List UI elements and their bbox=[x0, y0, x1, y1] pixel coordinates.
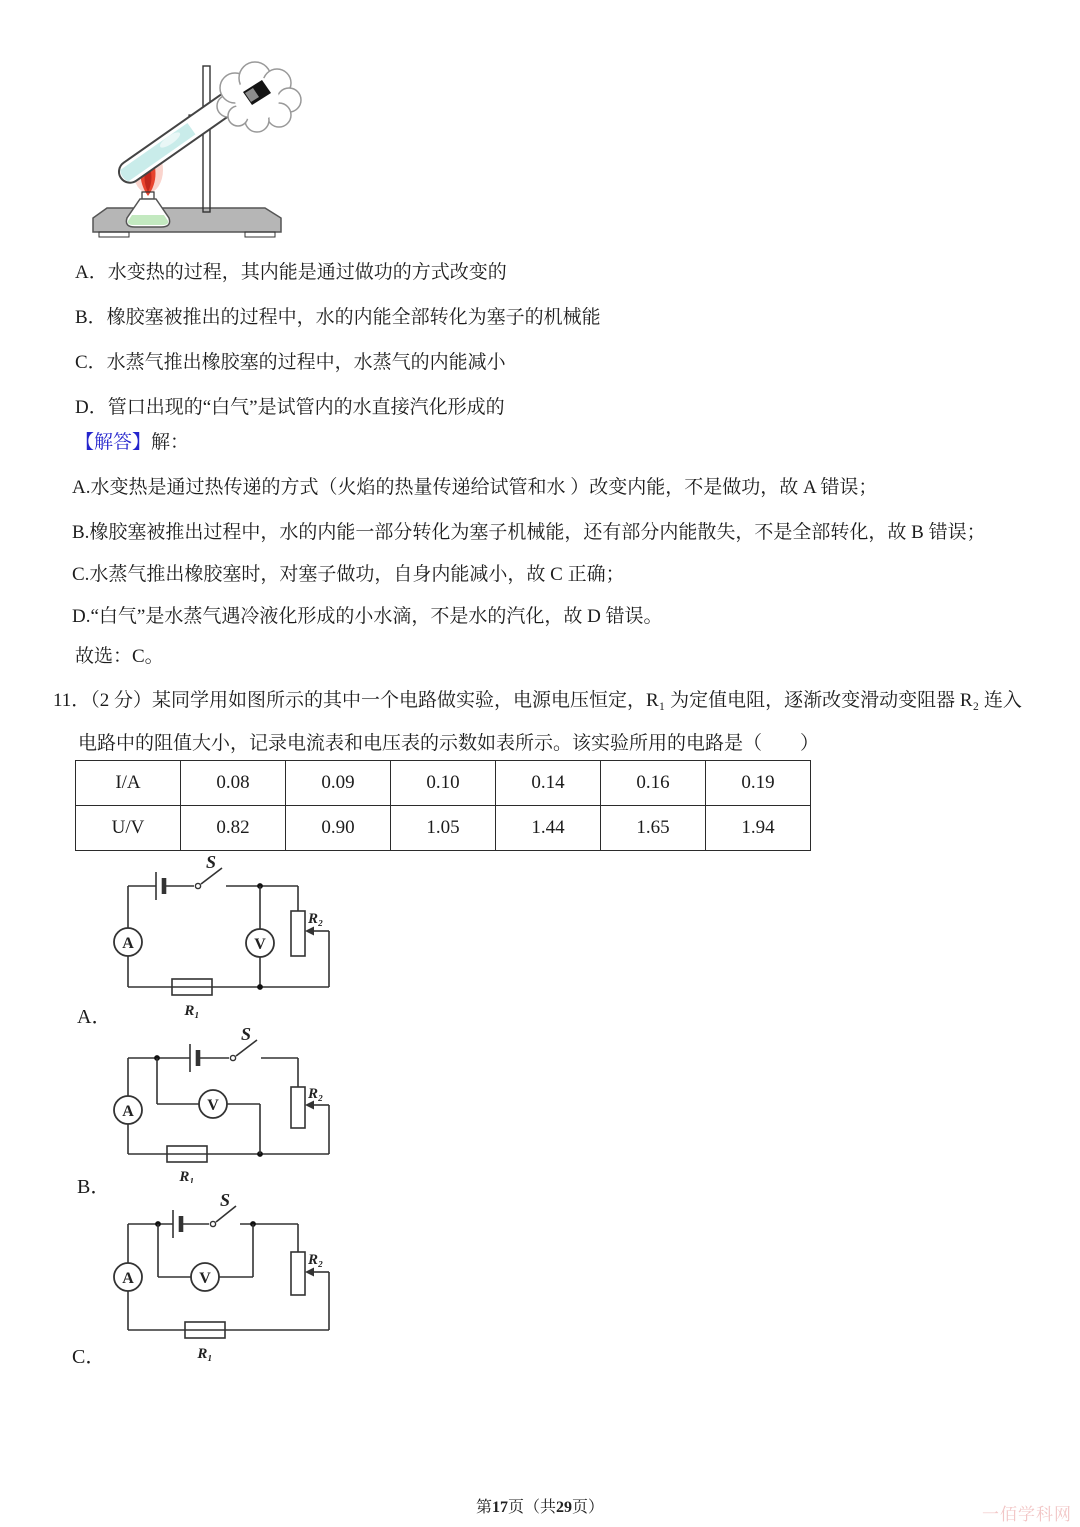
table-cell: U/V bbox=[76, 806, 181, 851]
circuit-diagram-a bbox=[112, 855, 347, 1020]
r1-label: R₁ bbox=[184, 1003, 200, 1019]
answer-prefix: 解： bbox=[151, 432, 190, 453]
answer-conclusion: 故选：C。 bbox=[75, 646, 164, 667]
r1-label: R₁ bbox=[197, 1346, 213, 1362]
table-row-current bbox=[76, 761, 811, 806]
r2-label: R₂ bbox=[308, 911, 324, 927]
table-cell: 0.08 bbox=[181, 761, 286, 806]
switch-label: S bbox=[220, 1194, 231, 1210]
circuit-diagram-c bbox=[112, 1194, 347, 1362]
junction-dot bbox=[257, 984, 263, 990]
table-cell: 0.09 bbox=[286, 761, 391, 806]
lamp-fuel bbox=[128, 215, 168, 225]
ammeter-label: A bbox=[122, 1270, 134, 1287]
circuit-diagram-b bbox=[112, 1028, 347, 1183]
stand-pole bbox=[203, 66, 210, 212]
table-row-voltage bbox=[76, 806, 811, 851]
option-a: A．水变热的过程，其内能是通过做功的方式改变的 bbox=[75, 262, 507, 283]
footer-text: 页） bbox=[572, 1499, 605, 1516]
answer-heading bbox=[75, 432, 189, 455]
r2-label: R₂ bbox=[308, 1086, 324, 1102]
ammeter-label: A bbox=[122, 1103, 134, 1120]
table-cell: I/A bbox=[76, 761, 181, 806]
wiper-arrow bbox=[305, 927, 314, 936]
measurement-table bbox=[75, 760, 811, 851]
rheostat-r2 bbox=[291, 911, 305, 956]
table-cell: 1.05 bbox=[391, 806, 496, 851]
explanation-a: A.水变热是通过热传递的方式（火焰的热量传递给试管和水 ）改变内能，不是做功，故 A 错误； bbox=[72, 477, 878, 498]
table-cell: 0.10 bbox=[391, 761, 496, 806]
rheostat-r2 bbox=[291, 1087, 305, 1128]
table-cell: 0.90 bbox=[286, 806, 391, 851]
table-cell: 0.19 bbox=[706, 761, 811, 806]
voltmeter-label: V bbox=[199, 1270, 211, 1287]
answer-tag: 【解答】 bbox=[75, 432, 152, 453]
experiment-illustration bbox=[85, 58, 320, 240]
wiper-arrow bbox=[305, 1268, 314, 1277]
circuit-option-a-label: A． bbox=[77, 1006, 112, 1028]
voltmeter-label: V bbox=[254, 936, 266, 953]
rheostat-r2 bbox=[291, 1252, 305, 1295]
steam-cloud bbox=[217, 62, 301, 132]
switch-hinge bbox=[210, 1221, 215, 1226]
explanation-c: C.水蒸气推出橡胶塞时，对塞子做功，自身内能减小，故 C 正确； bbox=[72, 564, 625, 585]
table-cell: 0.16 bbox=[601, 761, 706, 806]
switch-hinge bbox=[195, 883, 200, 888]
r2-label: R₂ bbox=[308, 1252, 324, 1268]
table-cell: 1.65 bbox=[601, 806, 706, 851]
table-cell: 0.14 bbox=[496, 761, 601, 806]
switch-label: S bbox=[206, 855, 217, 872]
question-11-line2: 电路中的阻值大小，记录电流表和电压表的示数如表所示。该实验所用的电路是（ ） bbox=[78, 733, 820, 754]
voltmeter-label: V bbox=[207, 1097, 219, 1114]
stand-base bbox=[93, 208, 281, 232]
site-watermark: 一佰学科网 bbox=[982, 1505, 1072, 1524]
table-cell: 0.82 bbox=[181, 806, 286, 851]
ammeter-label: A bbox=[122, 935, 134, 952]
question-11-line1: 11．（2 分）某同学用如图所示的其中一个电路做实验，电源电压恒定，R₁ 为定值电阻，逐渐改变滑动变阻器 R₂ 连入 bbox=[53, 690, 1022, 711]
explanation-b: B.橡胶塞被推出过程中，水的内能一部分转化为塞子机械能，还有部分内能散失，不是全部转化，故 B 错误； bbox=[72, 522, 986, 543]
table-cell: 1.44 bbox=[496, 806, 601, 851]
footer-text: 第 bbox=[475, 1499, 492, 1516]
option-c: C．水蒸气推出橡胶塞的过程中，水蒸气的内能减小 bbox=[75, 352, 506, 373]
table-cell: 1.94 bbox=[706, 806, 811, 851]
switch-label: S bbox=[241, 1028, 252, 1044]
page-footer bbox=[0, 1494, 1080, 1517]
switch-hinge bbox=[230, 1055, 235, 1060]
option-d: D．管口出现的“白气”是试管内的水直接汽化形成的 bbox=[75, 397, 505, 418]
footer-text: 页（共 bbox=[507, 1499, 556, 1516]
explanation-d: D.“白气”是水蒸气遇冷液化形成的小水滴，不是水的汽化，故 D 错误。 bbox=[72, 606, 663, 627]
circuit-option-c-label: C． bbox=[72, 1346, 106, 1368]
total-pages: 29 bbox=[556, 1499, 572, 1516]
option-b: B．橡胶塞被推出的过程中，水的内能全部转化为塞子的机械能 bbox=[75, 307, 601, 328]
r1-label: R₁ bbox=[179, 1169, 195, 1183]
circuit-option-b-label: B． bbox=[77, 1176, 111, 1198]
page-number: 17 bbox=[491, 1499, 508, 1516]
